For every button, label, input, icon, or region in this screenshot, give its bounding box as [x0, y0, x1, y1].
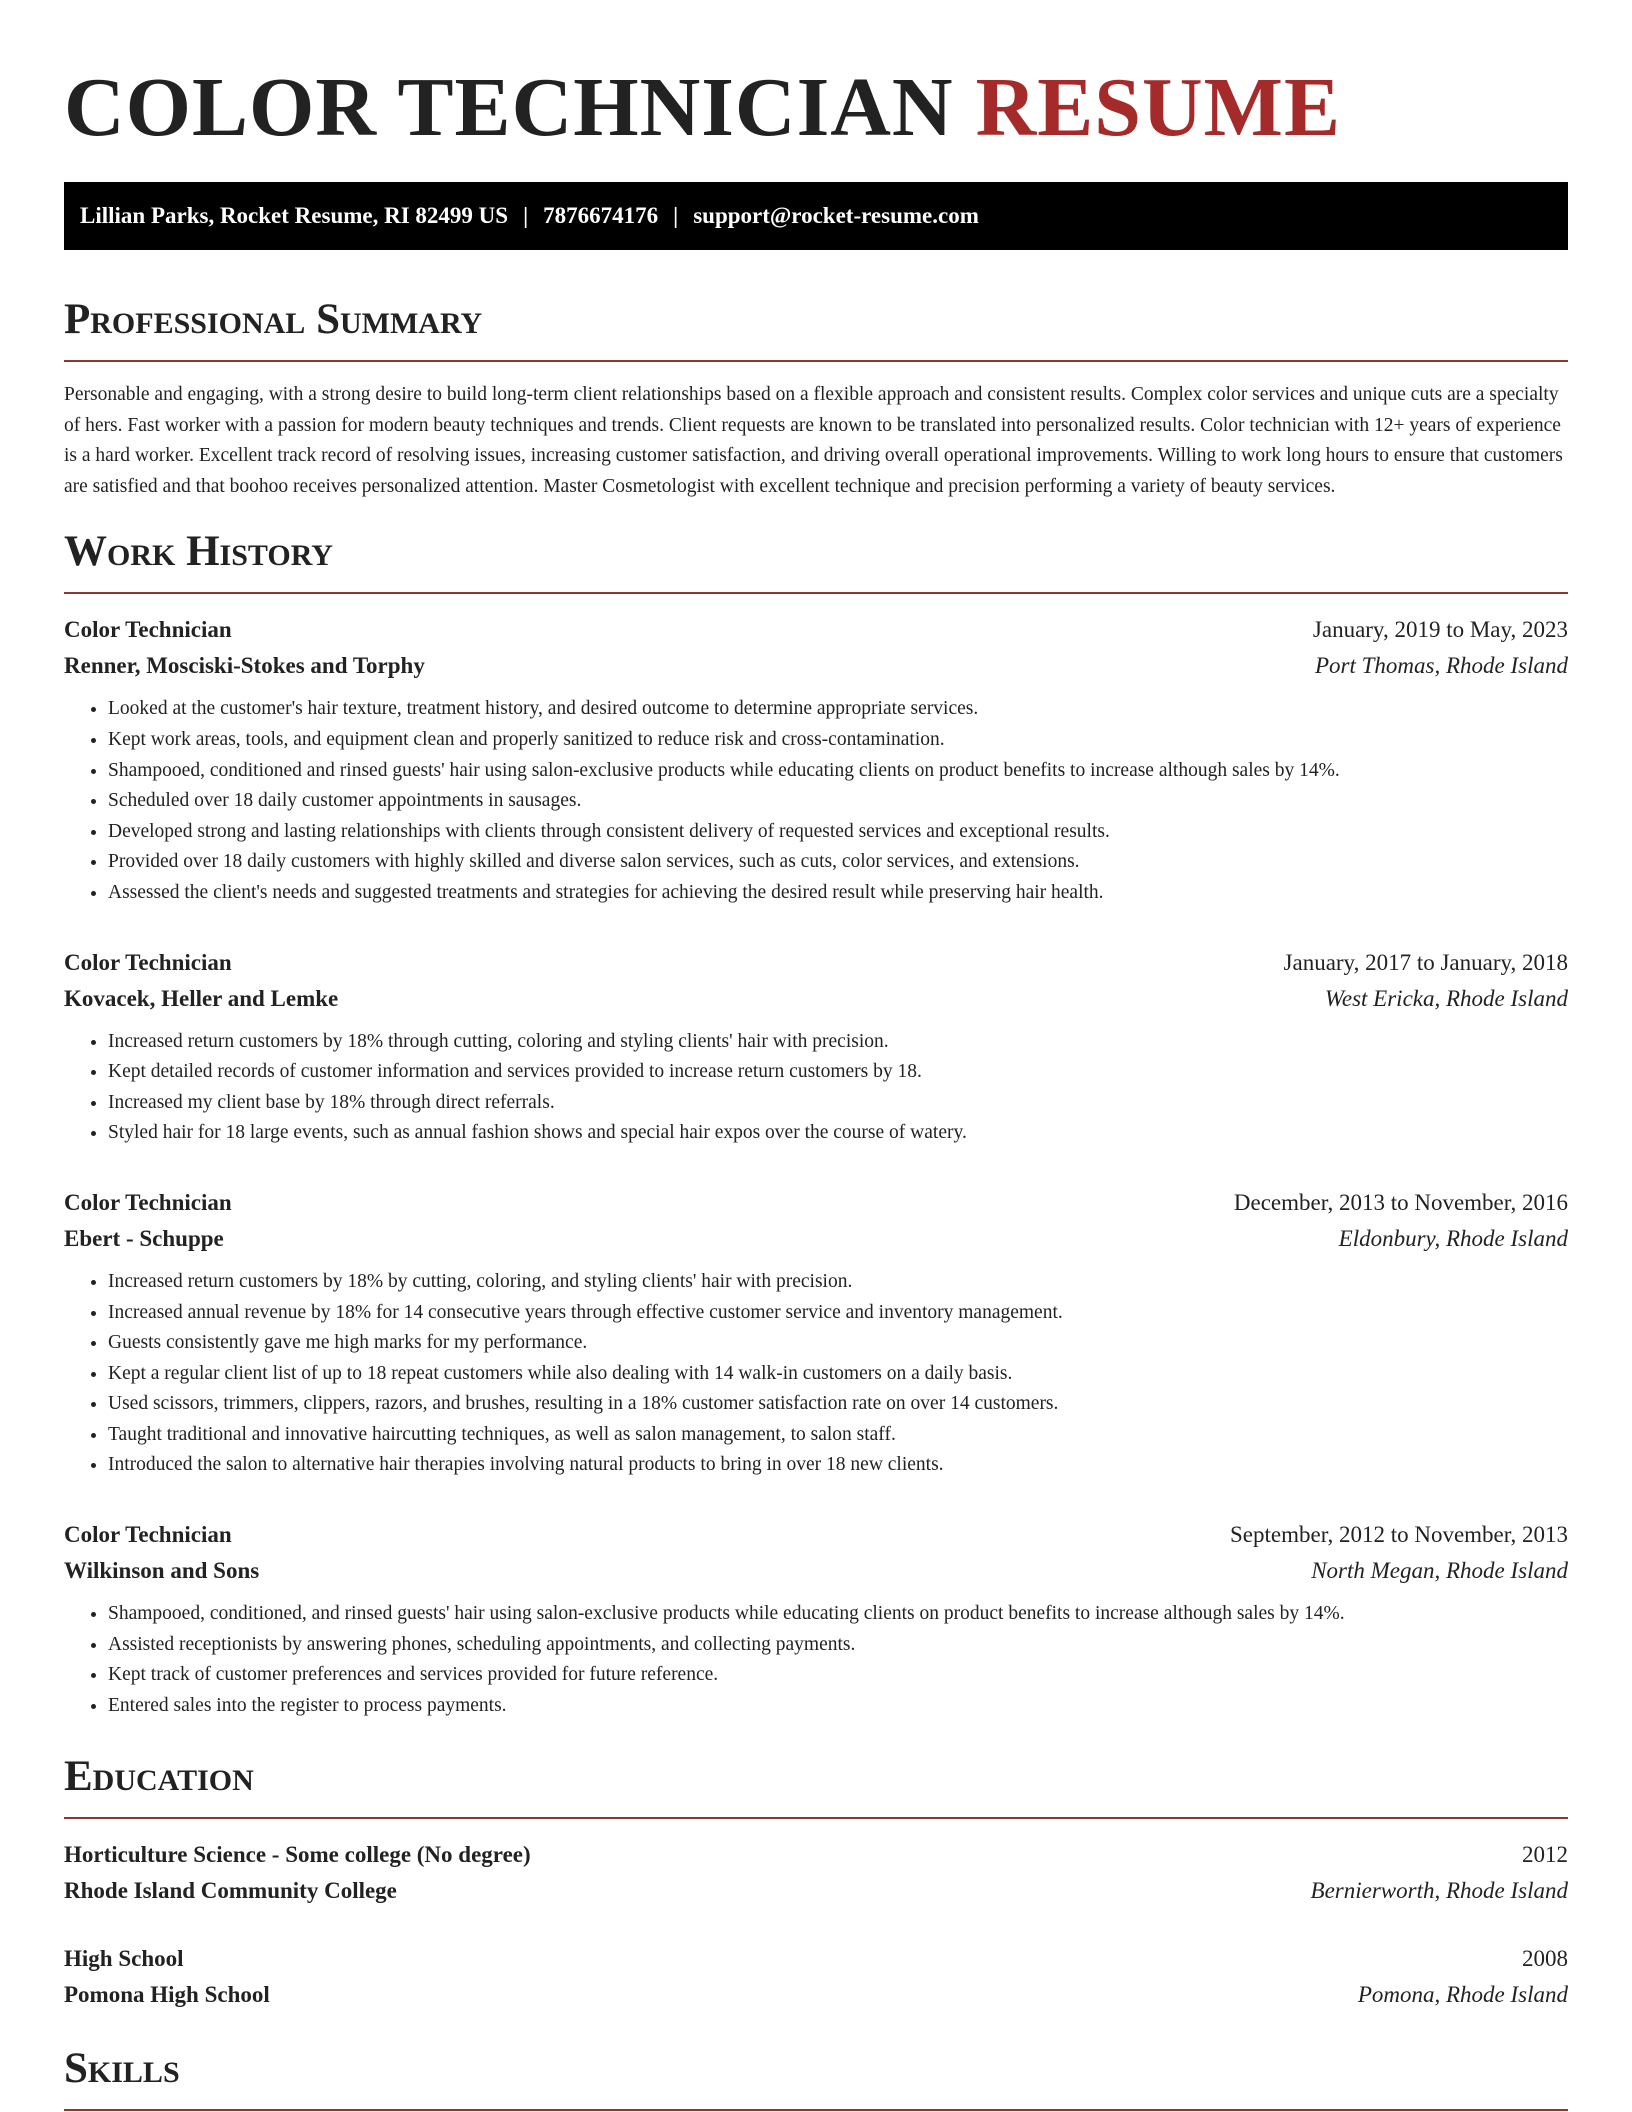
- title-main: COLOR TECHNICIAN: [64, 61, 954, 154]
- resume-title: [64, 58, 1568, 158]
- job-bullet: • Looked at the customer's hair texture, treatment history, and desired outcome to determine appropriate services.: [108, 694, 1568, 725]
- job-bullet: • Increased return customers by 18% by cutting, coloring, and styling clients' hair with precision.: [108, 1267, 1568, 1298]
- title-accent: RESUME: [975, 61, 1341, 154]
- job-location: West Ericka, Rhode Island: [1324, 985, 1568, 1011]
- job-dates: January, 2017 to January, 2018: [1283, 949, 1568, 975]
- job-bullet: • Styled hair for 18 large events, such as annual fashion shows and special hair expos over the course of watery.: [108, 1118, 1568, 1149]
- job-bullet: • Entered sales into the register to process payments.: [108, 1691, 1568, 1722]
- job-entry: [64, 1517, 1568, 1721]
- job-dates: September, 2012 to November, 2013: [1230, 1522, 1568, 1548]
- job-company: Renner, Mosciski-Stokes and Torphy: [64, 653, 425, 679]
- job-company-row: [64, 1221, 1568, 1257]
- summary-text: Personable and engaging, with a strong desire to build long-term client relationships based on a flexible approach and consistent results. Complex color services and unique cuts are a specialty of hers. Fast worker with a passion for modern beauty techniques and trends. Client requests are known to be translated into personalized results. Color technician with 12+ years of experience is a hard worker. Excellent track record of resolving issues, increasing customer satisfaction, and driving overall operational improvements. Willing to work long hours to ensure that customers are satisfied and that boohoo receives personalized attention. Master Cosmetologist with excellent technique and precision performing a variety of beauty services.: [64, 384, 1563, 497]
- skills-section: [64, 2043, 1568, 2111]
- contact-phone: 7876674176: [543, 203, 659, 228]
- education-year: 2012: [1522, 1842, 1568, 1868]
- job-entry: [64, 612, 1568, 908]
- education-degree: Horticulture Science - Some college (No degree): [64, 1842, 531, 1868]
- job-location: Eldonbury, Rhode Island: [1338, 1225, 1568, 1251]
- section-heading: Professional Summary: [64, 294, 1568, 362]
- job-company-row: [64, 648, 1568, 684]
- contact-separator: |: [673, 203, 679, 228]
- education-school-row: [64, 1873, 1568, 1909]
- job-bullet-list: [64, 694, 1568, 908]
- job-bullet: • Developed strong and lasting relationships with clients through consistent delivery of requested services and exceptional results.: [108, 817, 1568, 848]
- job-company: Wilkinson and Sons: [64, 1558, 260, 1584]
- job-location: Port Thomas, Rhode Island: [1315, 653, 1568, 679]
- job-dates: January, 2019 to May, 2023: [1312, 617, 1568, 643]
- job-header-row: [64, 1517, 1568, 1553]
- job-bullet: • Used scissors, trimmers, clippers, razors, and brushes, resulting in a 18% customer satisfaction rate on over 14 customers.: [108, 1389, 1568, 1420]
- job-bullet: • Kept track of customer preferences and services provided for future reference.: [108, 1660, 1568, 1691]
- job-title: Color Technician: [64, 949, 232, 975]
- job-bullet: • Provided over 18 daily customers with highly skilled and diverse salon services, such as cuts, color services, and extensions.: [108, 847, 1568, 878]
- education-entry: [64, 1837, 1568, 1909]
- section-heading: Skills: [64, 2043, 1568, 2111]
- job-header-row: [64, 945, 1568, 981]
- job-dates: December, 2013 to November, 2016: [1233, 1189, 1568, 1215]
- job-title: Color Technician: [64, 1522, 232, 1548]
- job-bullet: • Kept a regular client list of up to 18 repeat customers while also dealing with 14 walk-in customers on a daily basis.: [108, 1359, 1568, 1390]
- education-location: Bernierworth, Rhode Island: [1310, 1878, 1568, 1904]
- contact-separator: |: [523, 203, 529, 228]
- education-list: [64, 1837, 1568, 2013]
- education-header-row: [64, 1941, 1568, 1977]
- job-bullet: • Assessed the client's needs and suggested treatments and strategies for achieving the desired result while preserving hair health.: [108, 878, 1568, 909]
- job-list: [64, 612, 1568, 1721]
- job-title: Color Technician: [64, 1189, 232, 1215]
- section-heading: Work History: [64, 526, 1568, 594]
- job-bullet: • Introduced the salon to alternative hair therapies involving natural products to bring in over 18 new clients.: [108, 1450, 1568, 1481]
- job-location: North Megan, Rhode Island: [1311, 1558, 1568, 1584]
- education-location: Pomona, Rhode Island: [1357, 1982, 1568, 2008]
- job-entry: [64, 945, 1568, 1149]
- job-bullet: • Kept detailed records of customer information and services provided to increase return customers by 18.: [108, 1057, 1568, 1088]
- education-school-row: [64, 1977, 1568, 2013]
- job-bullet: • Increased annual revenue by 18% for 14 consecutive years through effective customer service and inventory management.: [108, 1298, 1568, 1329]
- job-bullet-list: [64, 1599, 1568, 1721]
- section-heading: Education: [64, 1751, 1568, 1819]
- job-company-row: [64, 981, 1568, 1017]
- education-section: [64, 1751, 1568, 2013]
- job-header-row: [64, 1185, 1568, 1221]
- job-bullet: • Increased return customers by 18% through cutting, coloring and styling clients' hair with precision.: [108, 1027, 1568, 1058]
- job-bullet: • Guests consistently gave me high marks for my performance.: [108, 1328, 1568, 1359]
- job-bullet-list: [64, 1027, 1568, 1149]
- job-entry: [64, 1185, 1568, 1481]
- education-header-row: [64, 1837, 1568, 1873]
- education-degree: High School: [64, 1946, 184, 1972]
- job-header-row: [64, 612, 1568, 648]
- job-bullet: • Assisted receptionists by answering phones, scheduling appointments, and collecting payments.: [108, 1630, 1568, 1661]
- job-bullet: • Shampooed, conditioned, and rinsed guests' hair using salon-exclusive products while educating clients on product benefits to increase although sales by 14%.: [108, 1599, 1568, 1630]
- professional-summary-section: [64, 294, 1568, 502]
- work-history-section: [64, 526, 1568, 1721]
- education-entry: [64, 1941, 1568, 2013]
- job-bullet: • Taught traditional and innovative haircutting techniques, as well as salon management, to salon staff.: [108, 1420, 1568, 1451]
- contact-email: support@rocket-resume.com: [693, 203, 979, 228]
- job-bullet-list: [64, 1267, 1568, 1481]
- education-year: 2008: [1522, 1946, 1568, 1972]
- job-bullet: • Shampooed, conditioned and rinsed guests' hair using salon-exclusive products while educating clients on product benefits to increase although sales by 14%.: [108, 756, 1568, 787]
- education-school: Pomona High School: [64, 1982, 270, 2008]
- job-bullet: • Scheduled over 18 daily customer appointments in sausages.: [108, 786, 1568, 817]
- job-bullet: • Increased my client base by 18% through direct referrals.: [108, 1088, 1568, 1119]
- job-company: Kovacek, Heller and Lemke: [64, 985, 339, 1011]
- education-school: Rhode Island Community College: [64, 1878, 397, 1904]
- job-company-row: [64, 1553, 1568, 1589]
- contact-address: Lillian Parks, Rocket Resume, RI 82499 US: [80, 203, 509, 228]
- job-company: Ebert - Schuppe: [64, 1225, 224, 1251]
- job-bullet: • Kept work areas, tools, and equipment clean and properly sanitized to reduce risk and cross-contamination.: [108, 725, 1568, 756]
- job-title: Color Technician: [64, 617, 232, 643]
- contact-bar: [64, 182, 1568, 250]
